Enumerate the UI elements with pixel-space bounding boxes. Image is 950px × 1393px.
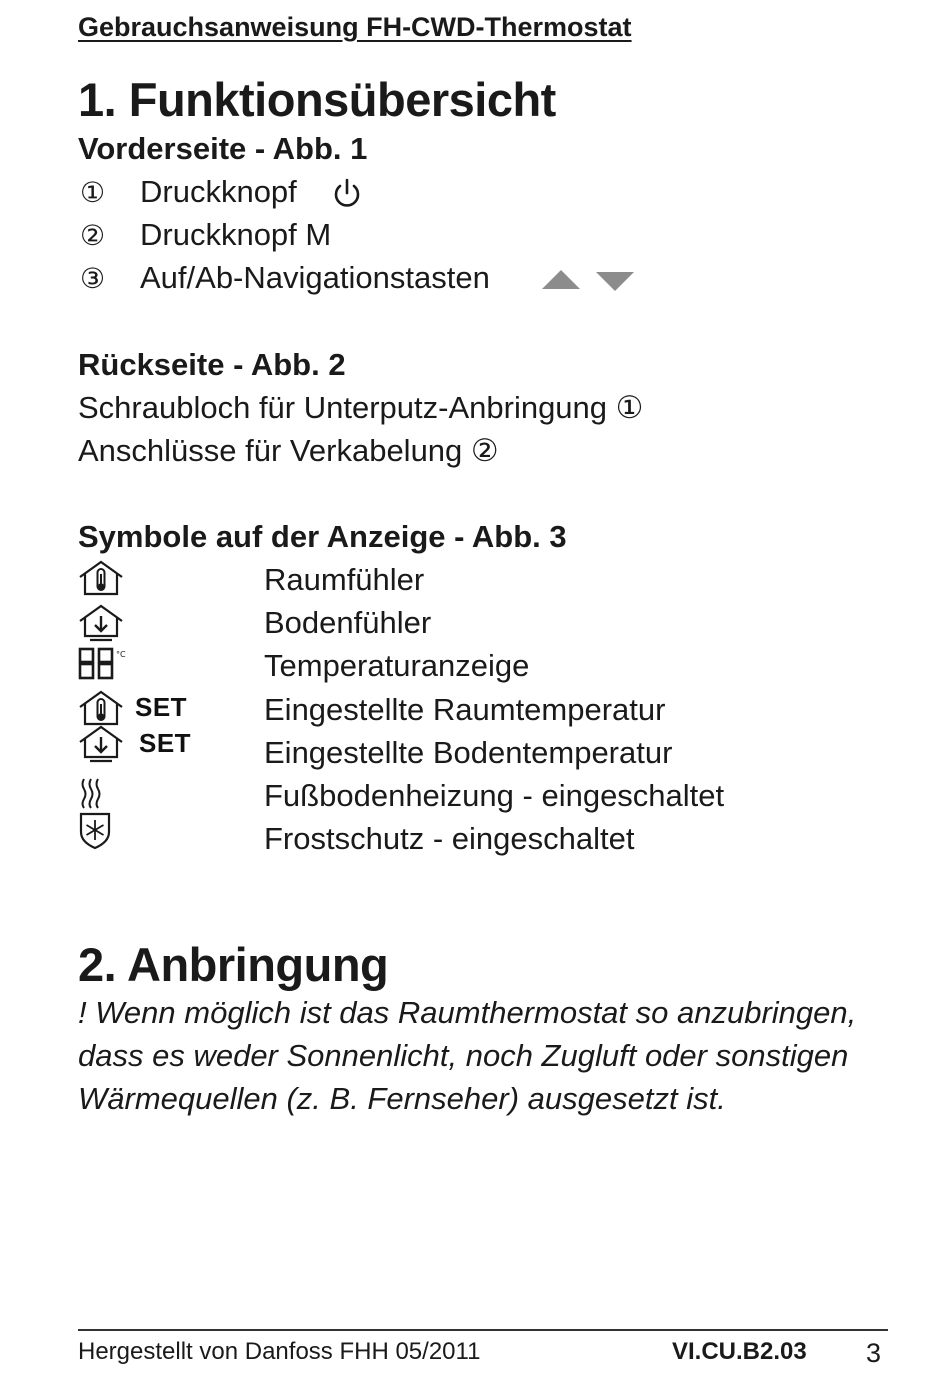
item-number: ②: [80, 219, 106, 252]
floor-sensor-icon: [78, 604, 124, 642]
section2-title: 2. Anbringung: [78, 938, 389, 991]
temp-unit-label: °C: [116, 650, 126, 659]
note-line: dass es weder Sonnenlicht, noch Zugluft oder sonstigen: [78, 1038, 849, 1073]
symbol-label: Fußbodenheizung - eingeschaltet: [264, 778, 725, 813]
symbol-label: Eingestellte Bodentemperatur: [264, 735, 673, 770]
footer-divider: [78, 1329, 888, 1331]
frost-protection-icon: [78, 810, 112, 850]
item-number: ①: [80, 176, 106, 209]
footer-document-code: VI.CU.B2.03: [672, 1338, 807, 1365]
front-item-label: Auf/Ab-Navigationstasten: [140, 260, 490, 295]
up-down-arrows-icon: [540, 266, 636, 294]
symbol-label: Raumfühler: [264, 562, 425, 597]
item-number: ③: [80, 262, 106, 295]
footer-manufacturer: Hergestellt von Danfoss FHH 05/2011: [78, 1338, 481, 1365]
front-item-label: Druckknopf: [140, 174, 297, 209]
front-heading: Vorderseite - Abb. 1: [78, 131, 368, 166]
back-line: Anschlüsse für Verkabelung ②: [78, 433, 499, 468]
symbol-label: Eingestellte Raumtemperatur: [264, 692, 666, 727]
front-item-label: Druckknopf M: [140, 217, 332, 252]
room-sensor-set-icon: [78, 690, 124, 726]
note-line: Wärmequellen (z. B. Fernseher) ausgesetzt ist.: [78, 1081, 726, 1116]
document-header: Gebrauchsanweisung FH-CWD-Thermostat: [78, 12, 632, 42]
back-heading: Rückseite - Abb. 2: [78, 347, 346, 382]
power-icon: [330, 176, 364, 210]
page-number: 3: [866, 1338, 882, 1368]
symbols-heading: Symbole auf der Anzeige - Abb. 3: [78, 519, 567, 554]
section1-title: 1. Funktionsübersicht: [78, 73, 556, 126]
symbol-label: Frostschutz - eingeschaltet: [264, 821, 635, 856]
heating-icon: [80, 776, 106, 810]
symbol-label: Bodenfühler: [264, 605, 432, 640]
set-label: SET: [135, 692, 188, 722]
note-line: ! Wenn möglich ist das Raumthermostat so anzubringen,: [78, 995, 857, 1030]
back-line: Schraubloch für Unterputz-Anbringung ①: [78, 390, 644, 425]
room-sensor-icon: [78, 560, 124, 596]
temperature-display-icon: [78, 646, 128, 682]
symbol-label: Temperaturanzeige: [264, 648, 530, 683]
set-label: SET: [139, 728, 192, 758]
floor-sensor-set-icon: [78, 725, 124, 763]
